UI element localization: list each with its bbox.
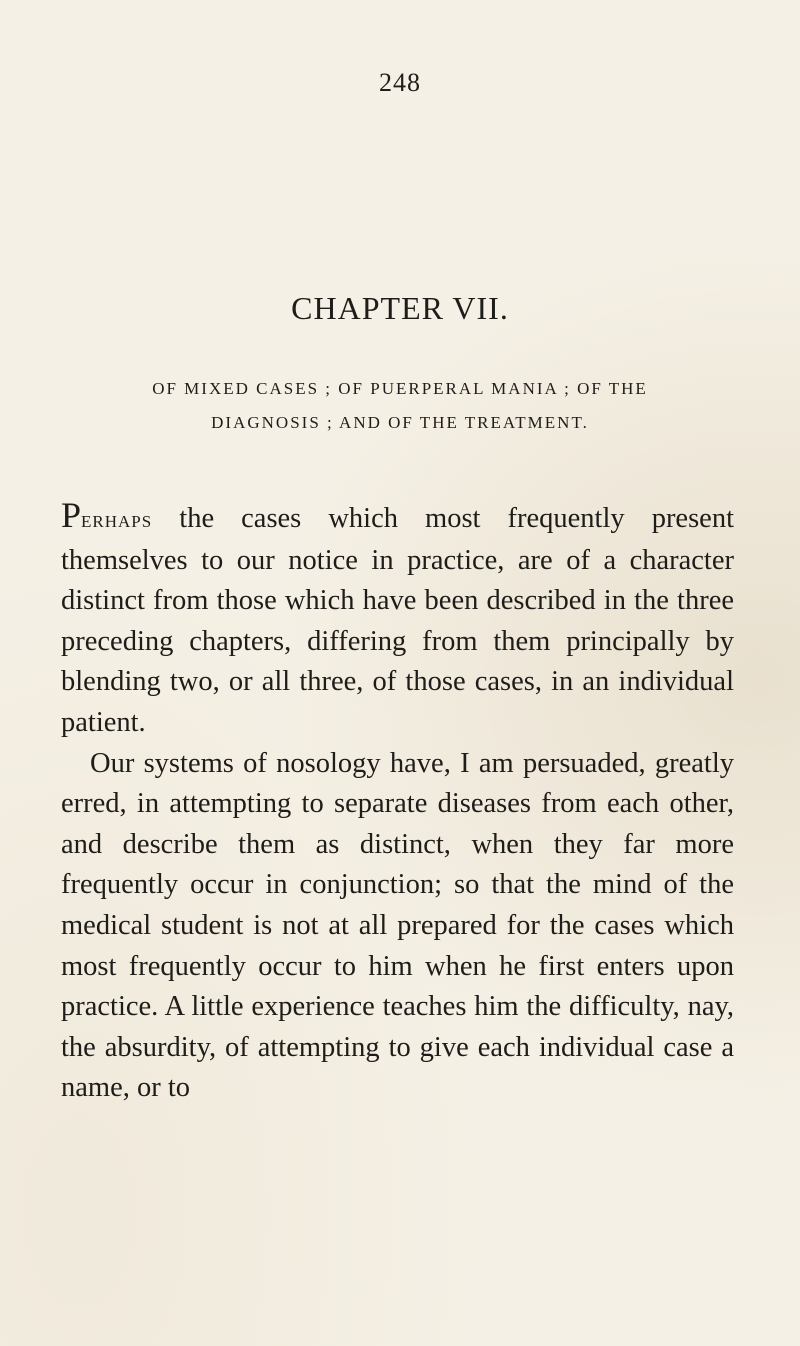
paragraph-1: [61, 497, 734, 744]
drop-cap: P: [61, 495, 82, 535]
subtitle-line-2: DIAGNOSIS ; AND OF THE TREATMENT.: [211, 413, 589, 432]
opening-word: erhaps: [81, 507, 153, 533]
body-text: [61, 497, 734, 1109]
chapter-subtitle: [60, 372, 740, 440]
paragraph-2: Our systems of nosology have, I am persuaded, greatly erred, in attempting to separate diseases from each other, and describe them as distinct, when they far more frequently occur in conjunction; so that the mind of the medical student is not at all prepared for the cases which most frequently occur to him when he first enters upon practice. A little experience teaches him the difficulty, nay, the absurdity, of attempting to give each individual case a name, or to: [61, 747, 734, 1104]
page-number: 248: [379, 68, 421, 97]
chapter-title: CHAPTER VII.: [291, 290, 509, 326]
paragraph-1-text: the cases which most frequently present themselves to our notice in practice, are of a character distinct from those which have been described in the three preceding chapters, differing from them principally by blending two, or all three, of those cases, in an individual patient.: [61, 503, 734, 738]
subtitle-line-1: OF MIXED CASES ; OF PUERPERAL MANIA ; OF THE: [152, 379, 648, 398]
